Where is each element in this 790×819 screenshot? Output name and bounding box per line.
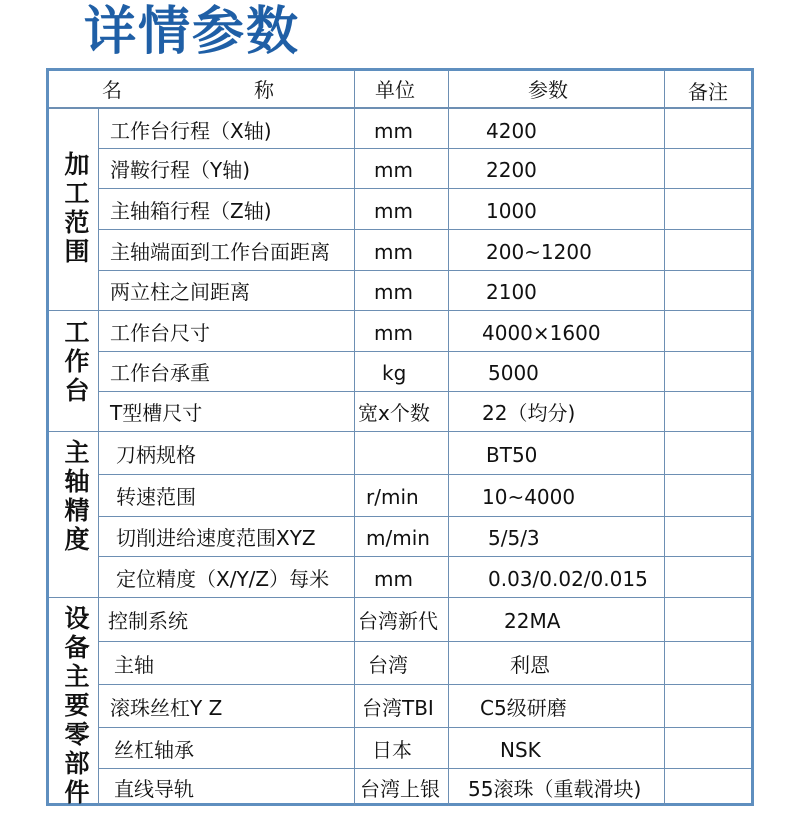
row-unit: 日本	[372, 738, 412, 762]
row-unit: mm	[374, 321, 413, 345]
row-name: 定位精度（X/Y/Z）每米	[116, 567, 330, 591]
row-name: T型槽尺寸	[110, 401, 203, 425]
row-name: 两立柱之间距离	[110, 280, 250, 304]
row-unit: 台湾	[368, 653, 408, 677]
row-divider	[98, 229, 751, 230]
row-value: 2200	[486, 158, 537, 182]
group-label-worktable: 工作台	[64, 318, 90, 405]
page-title: 详情参数	[84, 2, 301, 62]
row-unit: 台湾TBI	[362, 696, 434, 720]
row-unit: mm	[374, 280, 413, 304]
row-unit: r/min	[366, 485, 419, 509]
row-unit: 台湾上银	[360, 777, 440, 801]
row-unit: mm	[374, 567, 413, 591]
row-divider	[98, 516, 751, 517]
row-name: 工作台行程（X轴)	[110, 119, 272, 143]
row-divider	[98, 188, 751, 189]
row-divider	[98, 351, 751, 352]
row-value: 2100	[486, 280, 537, 304]
row-divider	[49, 597, 751, 598]
row-name: 工作台尺寸	[110, 321, 210, 345]
row-value: 1000	[486, 199, 537, 223]
row-unit: mm	[374, 119, 413, 143]
row-value: BT50	[486, 443, 538, 467]
row-unit: mm	[374, 158, 413, 182]
row-divider	[98, 391, 751, 392]
row-value: 10~4000	[482, 485, 576, 509]
group-label-spindle-precision: 主轴精度	[64, 438, 90, 554]
header-note: 备注	[688, 80, 728, 104]
group-label-processing-range: 加工范围	[64, 150, 90, 266]
column-divider-name	[98, 109, 99, 806]
row-divider	[98, 641, 751, 642]
row-name: 滑鞍行程（Y轴)	[110, 158, 251, 182]
row-value: 22MA	[504, 609, 561, 633]
row-name: 丝杠轴承	[114, 738, 194, 762]
row-value: 55滚珠（重载滑块)	[468, 777, 642, 801]
header-unit: 单位	[375, 78, 415, 102]
row-unit: mm	[374, 240, 413, 264]
row-value: C5级研磨	[480, 696, 567, 720]
row-divider	[98, 684, 751, 685]
row-name: 直线导轨	[114, 777, 194, 801]
row-unit: 宽x个数	[358, 401, 430, 425]
row-divider	[98, 727, 751, 728]
row-value: NSK	[500, 738, 541, 762]
row-value: 利恩	[510, 653, 550, 677]
column-divider-param	[448, 70, 449, 806]
row-value: 0.03/0.02/0.015	[488, 567, 648, 591]
row-value: 200~1200	[486, 240, 592, 264]
row-name: 控制系统	[108, 609, 188, 633]
row-divider	[98, 270, 751, 271]
row-value: 5000	[488, 361, 539, 385]
column-divider-note	[664, 70, 665, 806]
row-name: 切削进给速度范围XYZ	[116, 526, 316, 550]
row-name: 主轴端面到工作台面距离	[110, 240, 330, 264]
row-unit: m/min	[366, 526, 430, 550]
row-unit: mm	[374, 199, 413, 223]
row-value: 4200	[486, 119, 537, 143]
row-divider	[98, 556, 751, 557]
header-name-2: 称	[254, 78, 274, 102]
header-name-1: 名	[102, 78, 122, 102]
row-value: 4000×1600	[482, 321, 601, 345]
row-divider	[49, 431, 751, 432]
row-name: 转速范围	[116, 485, 196, 509]
row-divider	[49, 310, 751, 311]
row-value: 22（均分)	[482, 401, 576, 425]
row-name: 主轴	[114, 653, 154, 677]
row-name: 滚珠丝杠Y Z	[110, 696, 223, 720]
group-label-main-components: 设备主要零部件	[64, 604, 90, 807]
row-divider	[98, 768, 751, 769]
row-divider	[98, 474, 751, 475]
row-unit: 台湾新代	[358, 609, 438, 633]
header-divider	[49, 107, 751, 109]
row-name: 刀柄规格	[116, 443, 196, 467]
row-name: 工作台承重	[110, 361, 210, 385]
column-divider-unit	[354, 70, 355, 806]
row-divider	[98, 148, 751, 149]
header-param: 参数	[528, 78, 568, 102]
row-unit: kg	[382, 361, 407, 385]
row-value: 5/5/3	[488, 526, 540, 550]
row-name: 主轴箱行程（Z轴)	[110, 199, 272, 223]
